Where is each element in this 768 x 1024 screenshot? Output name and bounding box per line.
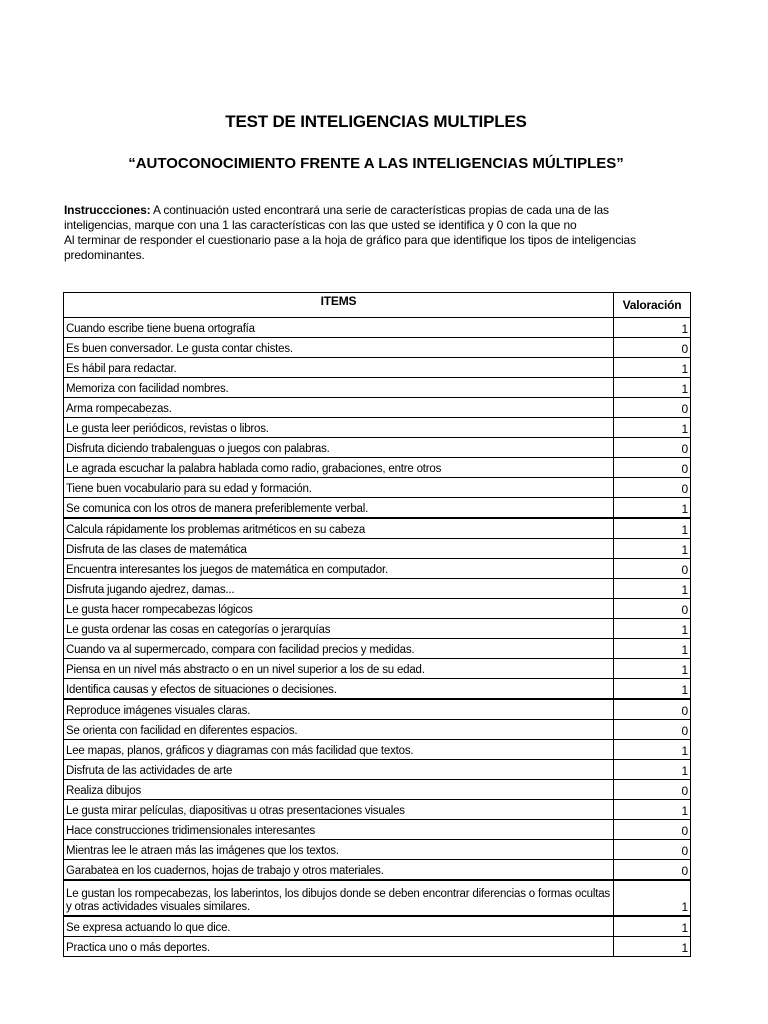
document-subtitle: “AUTOCONOCIMIENTO FRENTE A LAS INTELIGENCIAS MÚLTIPLES” — [128, 155, 624, 172]
item-value[interactable]: 1 — [614, 619, 691, 639]
table-row — [64, 619, 691, 639]
item-value[interactable]: 0 — [614, 860, 691, 881]
item-text: Arma rompecabezas. — [64, 398, 614, 418]
item-text: Se orienta con facilidad en diferentes espacios. — [64, 720, 614, 740]
item-value[interactable]: 0 — [614, 559, 691, 579]
item-value[interactable]: 0 — [614, 438, 691, 458]
item-text: Le gusta hacer rompecabezas lógicos — [64, 599, 614, 619]
item-value[interactable]: 0 — [614, 699, 691, 720]
table-row — [64, 559, 691, 579]
instructions-label: Instruccciones: — [64, 203, 151, 217]
item-text: Garabatea en los cuadernos, hojas de trabajo y otros materiales. — [64, 860, 614, 881]
table-row — [64, 579, 691, 599]
item-text: Realiza dibujos — [64, 780, 614, 800]
item-text: Disfruta de las clases de matemática — [64, 539, 614, 559]
item-value[interactable]: 1 — [614, 498, 691, 519]
item-value[interactable]: 0 — [614, 458, 691, 478]
item-text: Encuentra interesantes los juegos de matemática en computador. — [64, 559, 614, 579]
table-row — [64, 840, 691, 860]
item-value[interactable]: 0 — [614, 820, 691, 840]
item-text: Piensa en un nivel más abstracto o en un nivel superior a los de su edad. — [64, 659, 614, 679]
table-row — [64, 780, 691, 800]
item-value[interactable]: 1 — [614, 518, 691, 539]
table-row — [64, 438, 691, 458]
table-row — [64, 518, 691, 539]
item-text: Tiene buen vocabulario para su edad y formación. — [64, 478, 614, 498]
table-row — [64, 478, 691, 498]
item-value[interactable]: 0 — [614, 338, 691, 358]
table-row — [64, 318, 691, 338]
item-text: Le gustan los rompecabezas, los laberintos, los dibujos donde se deben encontrar diferencias o formas ocultas y otras actividades visuales similares. — [64, 880, 614, 916]
instructions-text-3: Al terminar de responder el cuestionario pase a la hoja de gráfico para que identifique los tipos de inteligencias — [64, 233, 636, 247]
table-row — [64, 458, 691, 478]
table-row — [64, 418, 691, 438]
table-row — [64, 820, 691, 840]
item-text: Identifica causas y efectos de situaciones o decisiones. — [64, 679, 614, 700]
questionnaire-table — [63, 292, 691, 957]
item-value[interactable]: 0 — [614, 720, 691, 740]
table-row — [64, 760, 691, 780]
item-text: Hace construcciones tridimensionales interesantes — [64, 820, 614, 840]
item-text: Cuando va al supermercado, compara con facilidad precios y medidas. — [64, 639, 614, 659]
instructions-block — [64, 203, 694, 263]
table-row — [64, 498, 691, 519]
item-text: Le agrada escuchar la palabra hablada como radio, grabaciones, entre otros — [64, 458, 614, 478]
table-row — [64, 880, 691, 916]
table-row — [64, 699, 691, 720]
item-value[interactable]: 0 — [614, 398, 691, 418]
item-value[interactable]: 0 — [614, 780, 691, 800]
table-body — [64, 318, 691, 957]
item-text: Le gusta leer periódicos, revistas o libros. — [64, 418, 614, 438]
item-text: Cuando escribe tiene buena ortografía — [64, 318, 614, 338]
item-value[interactable]: 1 — [614, 679, 691, 700]
table-row — [64, 398, 691, 418]
item-value[interactable]: 1 — [614, 800, 691, 820]
table-row — [64, 639, 691, 659]
item-text: Es hábil para redactar. — [64, 358, 614, 378]
header-items: ITEMS — [64, 293, 614, 318]
table-row — [64, 378, 691, 398]
item-value[interactable]: 0 — [614, 478, 691, 498]
item-value[interactable]: 0 — [614, 840, 691, 860]
item-value[interactable]: 1 — [614, 937, 691, 957]
item-text: Calcula rápidamente los problemas aritméticos en su cabeza — [64, 518, 614, 539]
table-row — [64, 679, 691, 700]
item-text: Es buen conversador. Le gusta contar chistes. — [64, 338, 614, 358]
instructions-text-1: A continuación usted encontrará una serie de características propias de cada una de las — [150, 203, 609, 217]
item-value[interactable]: 1 — [614, 740, 691, 760]
item-value[interactable]: 1 — [614, 418, 691, 438]
table-row — [64, 659, 691, 679]
item-value[interactable]: 1 — [614, 539, 691, 559]
item-text: Mientras lee le atraen más las imágenes que los textos. — [64, 840, 614, 860]
item-text: Le gusta ordenar las cosas en categorías o jerarquías — [64, 619, 614, 639]
item-value[interactable]: 1 — [614, 916, 691, 937]
table-row — [64, 539, 691, 559]
table-row — [64, 720, 691, 740]
table-row — [64, 800, 691, 820]
table-row — [64, 358, 691, 378]
instructions-text-2: inteligencias, marque con una 1 las características con las que usted se identifica y 0 con la que no — [64, 218, 577, 232]
item-value[interactable]: 1 — [614, 760, 691, 780]
item-value[interactable]: 1 — [614, 318, 691, 338]
table-row — [64, 740, 691, 760]
table-row — [64, 599, 691, 619]
item-value[interactable]: 1 — [614, 579, 691, 599]
item-text: Le gusta mirar películas, diapositivas u otras presentaciones visuales — [64, 800, 614, 820]
table-row — [64, 338, 691, 358]
item-text: Practica uno o más deportes. — [64, 937, 614, 957]
instructions-text-4: predominantes. — [64, 248, 145, 262]
document-title: TEST DE INTELIGENCIAS MULTIPLES — [225, 112, 527, 131]
item-text: Disfruta jugando ajedrez, damas... — [64, 579, 614, 599]
item-value[interactable]: 1 — [614, 639, 691, 659]
item-text: Disfruta diciendo trabalenguas o juegos con palabras. — [64, 438, 614, 458]
item-value[interactable]: 0 — [614, 599, 691, 619]
item-value[interactable]: 1 — [614, 659, 691, 679]
table-row — [64, 937, 691, 957]
item-value[interactable]: 1 — [614, 358, 691, 378]
item-text: Se comunica con los otros de manera preferiblemente verbal. — [64, 498, 614, 519]
table-row — [64, 860, 691, 881]
header-valoracion: Valoración — [614, 293, 691, 318]
item-text: Memoriza con facilidad nombres. — [64, 378, 614, 398]
item-text: Lee mapas, planos, gráficos y diagramas con más facilidad que textos. — [64, 740, 614, 760]
item-text: Se expresa actuando lo que dice. — [64, 916, 614, 937]
table-header-row — [64, 293, 691, 318]
item-value[interactable]: 1 — [614, 880, 691, 916]
item-text: Reproduce imágenes visuales claras. — [64, 699, 614, 720]
table-row — [64, 916, 691, 937]
item-text: Disfruta de las actividades de arte — [64, 760, 614, 780]
item-value[interactable]: 1 — [614, 378, 691, 398]
